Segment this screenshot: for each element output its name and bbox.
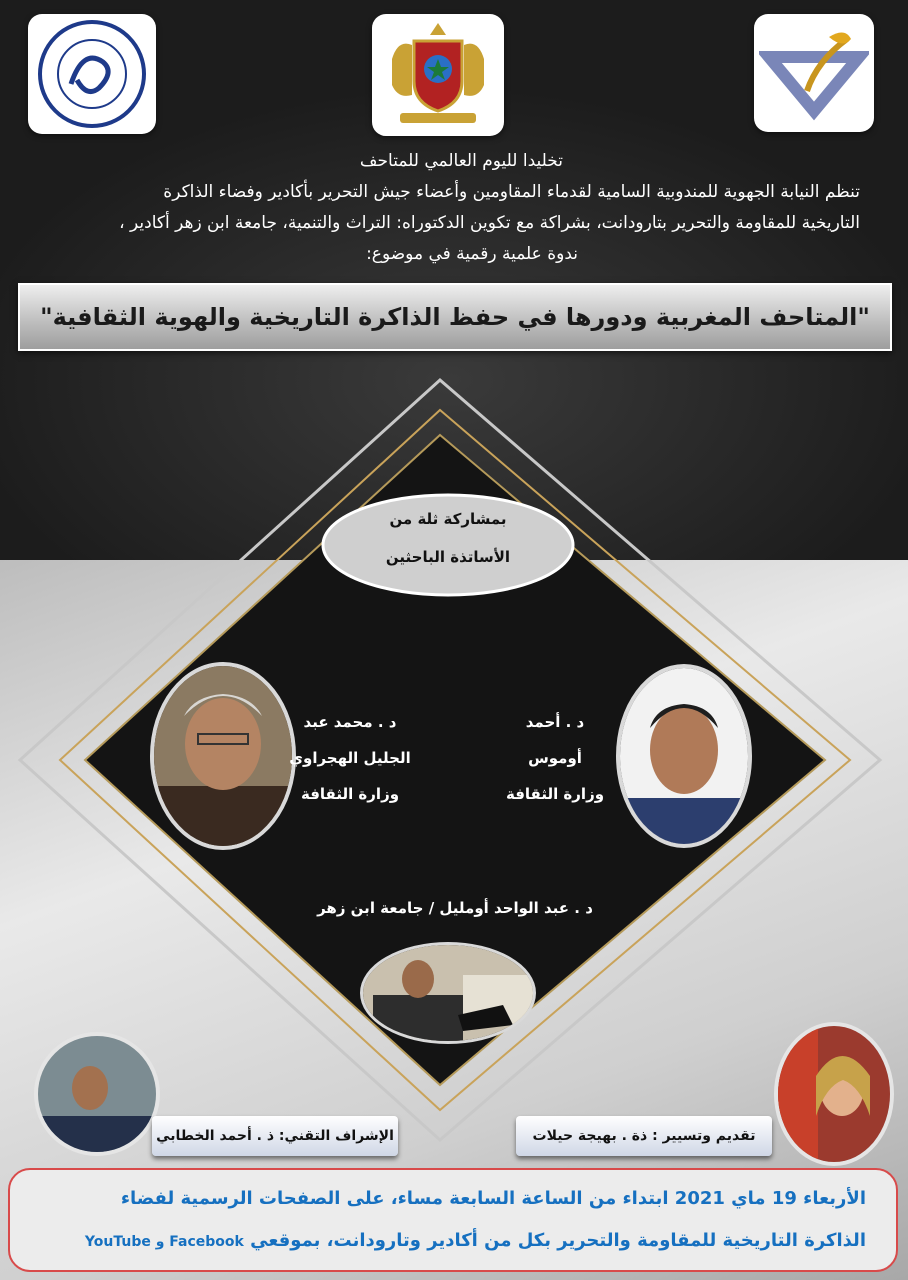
- event-details-box: [8, 1168, 898, 1272]
- header-line-1: تخليدا لليوم العالمي للمتاحف: [359, 151, 563, 171]
- kingdom-emblem-card: [372, 14, 504, 136]
- speaker-right-name-2: أوموس: [528, 749, 582, 767]
- coat-of-arms-icon: [378, 19, 498, 131]
- technical-supervision-plate: الإشراف التقني: ذ . أحمد الخطابي: [152, 1116, 398, 1156]
- event-pages-line: [30, 1230, 866, 1251]
- oval-line-1: بمشاركة ثلة من: [389, 510, 507, 528]
- participation-oval: [318, 490, 578, 600]
- host-plate: تقديم وتسيير : ذة . بهيجة حيلات: [516, 1116, 772, 1156]
- person-portrait-icon: [778, 1026, 890, 1162]
- header-line-4: ندوة علمية رقمية في موضوع:: [366, 244, 578, 264]
- organization-logo-card: [754, 14, 874, 132]
- oval-line-2: الأساتذة الباحثين: [385, 548, 511, 566]
- event-platforms-text: Facebook و YouTube: [84, 1234, 244, 1250]
- symposium-title-bar: [18, 283, 892, 351]
- header-line-3: التاريخية للمقاومة والتحرير بتارودانت، بشراكة مع تكوين الدكتوراه: التراث والتنمية، جامعة ابن زهر أكادير ،: [119, 213, 860, 233]
- event-pages-text: الذاكرة التاريخية للمقاومة والتحرير بكل من أكادير وتارودانت، بموقعي: [250, 1230, 866, 1251]
- speaker-right-affiliation: وزارة الثقافة: [505, 785, 605, 803]
- host-photo: [774, 1022, 894, 1166]
- speaker-right-photo: [616, 664, 752, 848]
- speaker-left-photo: [150, 662, 296, 850]
- person-portrait-icon: [38, 1036, 156, 1152]
- speaker-left-name-2: الجليل الهجراوي: [289, 749, 411, 767]
- header-line-2: تنظم النيابة الجهوية للمندوبية السامية لقدماء المقاومين وأعضاء جيش التحرير بأكادير وفضاء الذاكرة: [163, 182, 860, 202]
- resistance-emblem-icon: [759, 21, 869, 125]
- university-logo-icon: [33, 18, 151, 130]
- person-portrait-icon: [620, 668, 748, 844]
- speaker-left-affiliation: وزارة الثقافة: [300, 785, 400, 803]
- speaker-center-name: د . عبد الواحد أومليل / جامعة ابن زهر: [317, 899, 593, 917]
- event-date-line: الأربعاء 19 ماي 2021 ابتداء من الساعة السابعة مساء، على الصفحات الرسمية لفضاء: [120, 1188, 866, 1209]
- speaker-right-name-1: د . أحمد: [525, 713, 585, 731]
- speaker-center-photo: [360, 942, 536, 1044]
- person-at-laptop-icon: [363, 945, 533, 1041]
- university-logo-card: [28, 14, 156, 134]
- speaker-left-name-1: د . محمد عبد: [303, 713, 397, 731]
- technical-supervisor-photo: [34, 1032, 160, 1156]
- symposium-title: "المتاحف المغربية ودورها في حفظ الذاكرة التاريخية والهوية الثقافية": [40, 303, 870, 331]
- person-portrait-icon: [154, 666, 292, 846]
